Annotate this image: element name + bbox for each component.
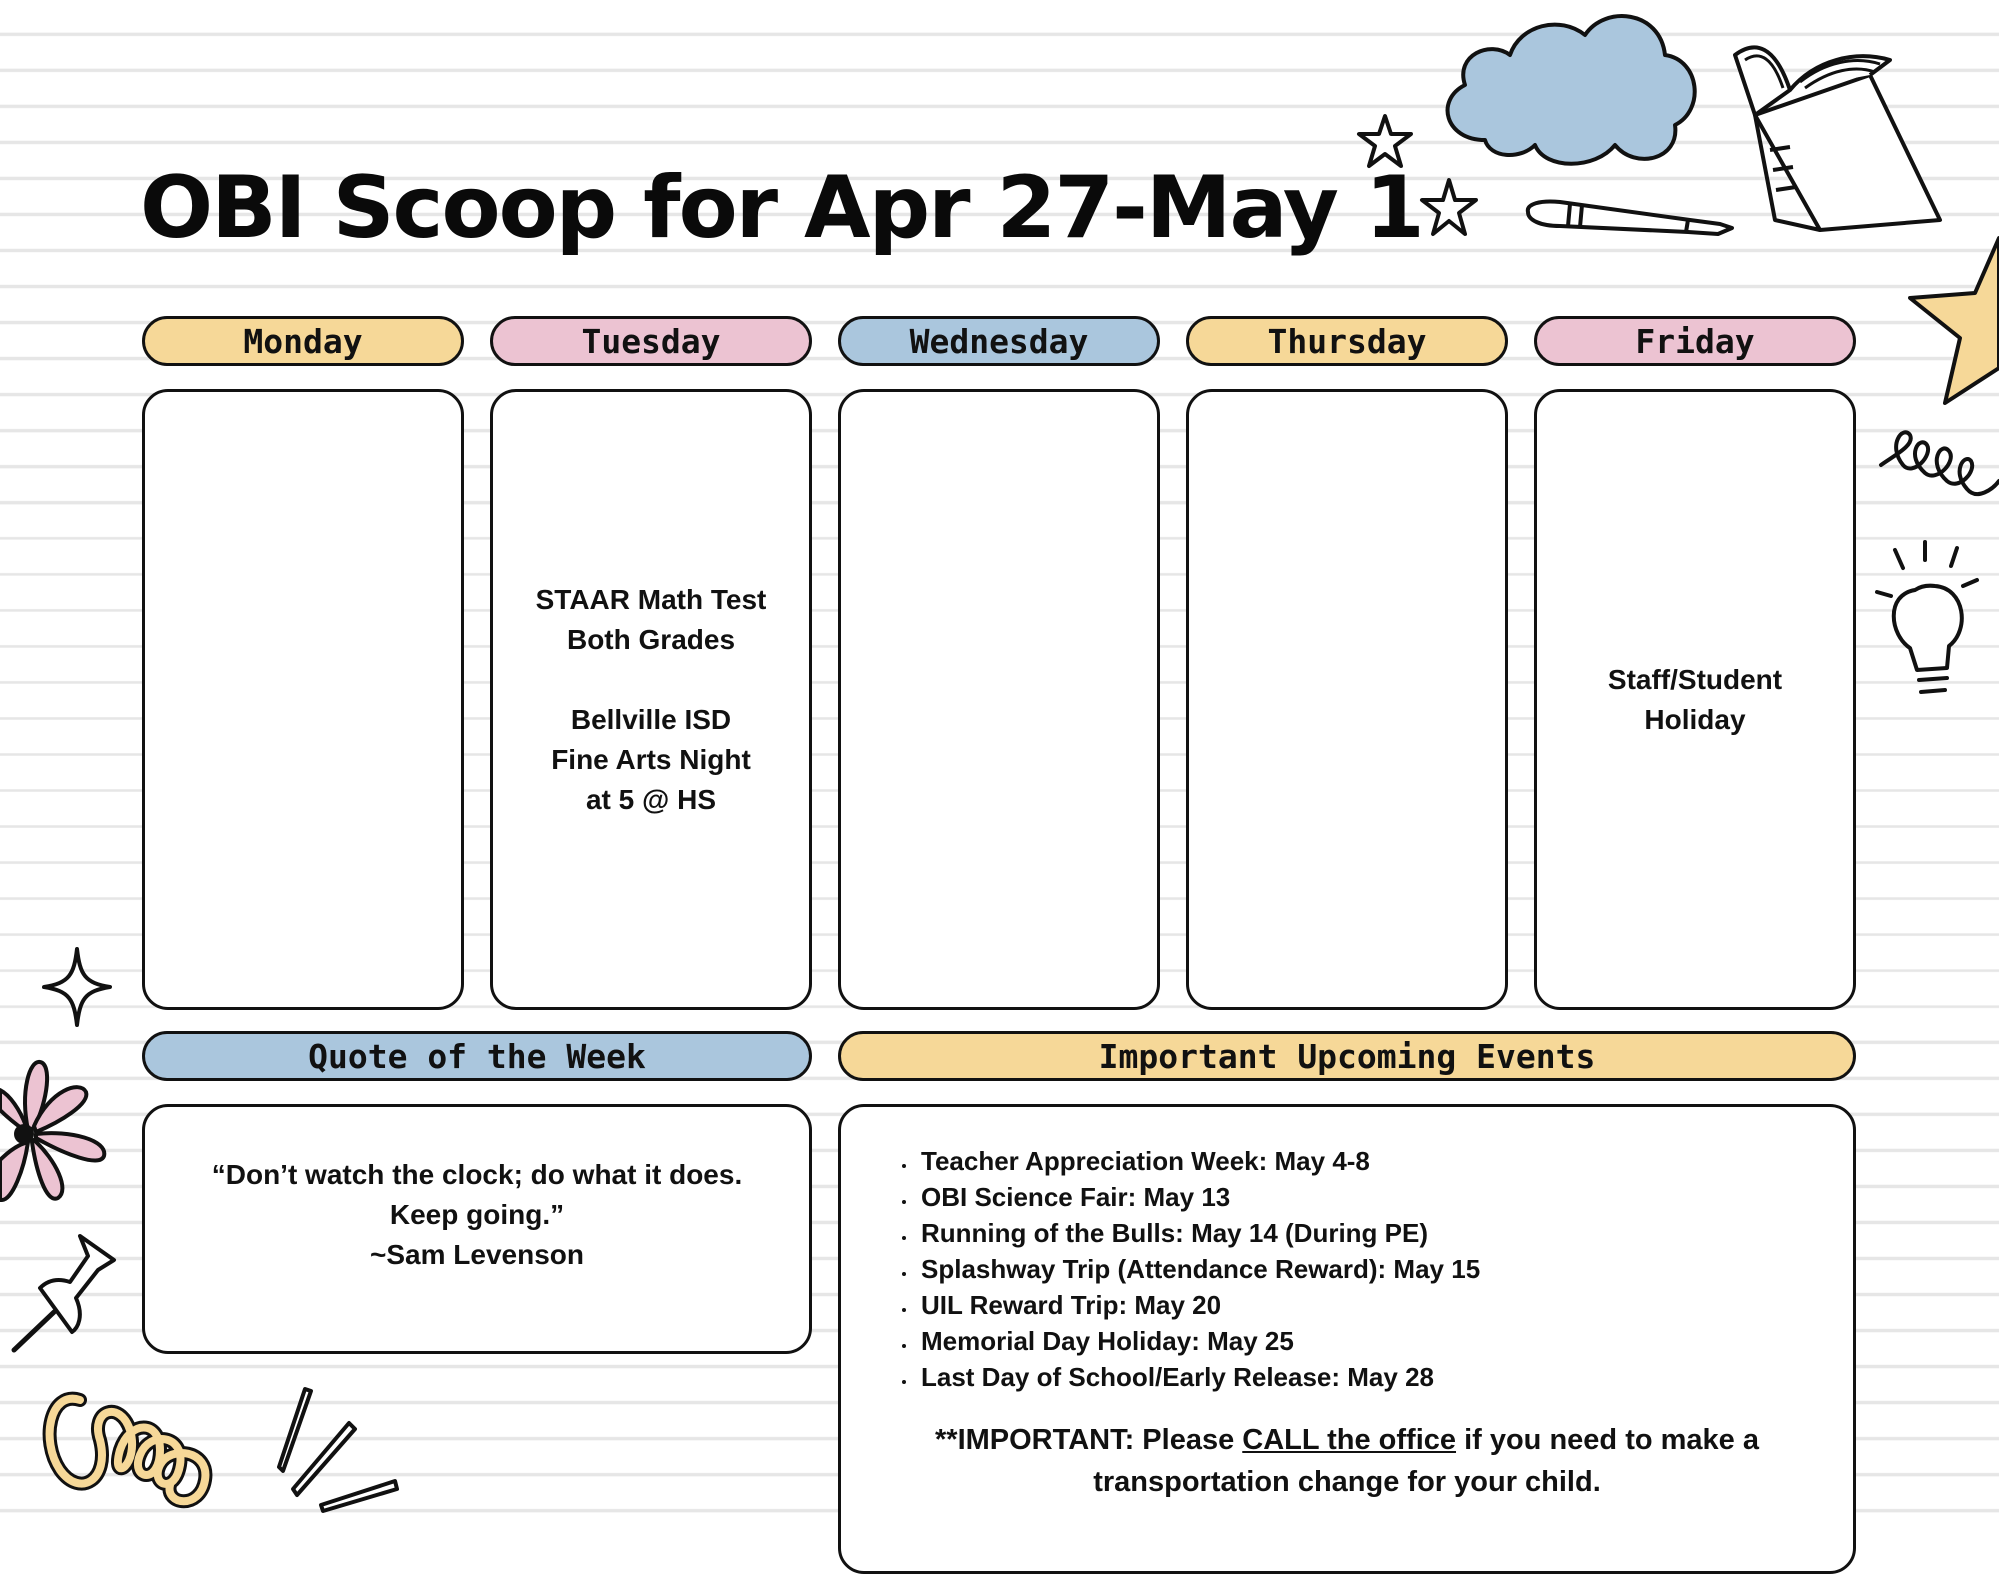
notice-call-office: CALL the office [1242, 1424, 1457, 1456]
day-cell-friday [1534, 389, 1856, 1010]
star-icon [1418, 176, 1480, 241]
day-header-wednesday: Wednesday [838, 316, 1160, 366]
important-notice [881, 1419, 1813, 1503]
tuesday-line: STAAR Math Test [535, 583, 767, 615]
day-cell-thursday [1186, 389, 1508, 1010]
event-item: • Splashway Trip (Attendance Reward): May 15 [917, 1251, 1813, 1287]
notice-prefix: **IMPORTANT: Please [935, 1424, 1243, 1456]
tuesday-line: Both Grades [566, 623, 736, 655]
friday-line: Staff/Student [1607, 663, 1783, 695]
notice-line2: transportation change for your child. [1093, 1466, 1601, 1498]
day-header-friday: Friday [1534, 316, 1856, 366]
day-cell-wednesday [838, 389, 1160, 1010]
squiggle-icon [40, 1370, 240, 1515]
cloud-icon [1425, 0, 1715, 175]
event-item: • OBI Science Fair: May 13 [917, 1179, 1813, 1215]
pen-icon [1520, 190, 1735, 250]
tuesday-line: Fine Arts Night [551, 743, 751, 775]
event-item: • UIL Reward Trip: May 20 [917, 1287, 1813, 1323]
events-box [838, 1104, 1856, 1574]
burst-lines-icon [275, 1385, 400, 1515]
quote-line: “Don’t watch the clock; do what it does. [211, 1159, 743, 1190]
tuesday-line: at 5 @ HS [585, 783, 716, 815]
sparkle-icon [40, 945, 115, 1030]
tuesday-line: Bellville ISD [570, 703, 732, 735]
spiral-icon [1875, 425, 1999, 535]
flower-icon [0, 1050, 112, 1210]
notice-suffix: if you need to make a [1456, 1424, 1759, 1456]
star-icon [1895, 228, 1999, 408]
day-cell-monday [142, 389, 464, 1010]
quote-box [142, 1104, 812, 1354]
quote-header: Quote of the Week [142, 1031, 812, 1081]
day-header-thursday: Thursday [1186, 316, 1508, 366]
quote-line: Keep going.” [389, 1199, 565, 1230]
pushpin-icon [10, 1230, 120, 1355]
events-header: Important Upcoming Events [838, 1031, 1856, 1081]
event-item: • Last Day of School/Early Release: May 28 [917, 1359, 1813, 1395]
event-item: • Memorial Day Holiday: May 25 [917, 1323, 1813, 1359]
page-title: OBI Scoop for Apr 27-May 1 [140, 158, 1423, 258]
friday-line: Holiday [1644, 703, 1746, 735]
day-header-tuesday: Tuesday [490, 316, 812, 366]
star-icon [1355, 112, 1415, 172]
event-item: • Running of the Bulls: May 14 (During PE) [917, 1215, 1813, 1251]
day-cell-tuesday [490, 389, 812, 1010]
events-list [881, 1143, 1813, 1395]
quote-author: ~Sam Levenson [370, 1239, 584, 1270]
lightbulb-icon [1875, 540, 1985, 700]
book-icon [1715, 20, 1950, 240]
day-header-monday: Monday [142, 316, 464, 366]
event-item: • Teacher Appreciation Week: May 4-8 [917, 1143, 1813, 1179]
